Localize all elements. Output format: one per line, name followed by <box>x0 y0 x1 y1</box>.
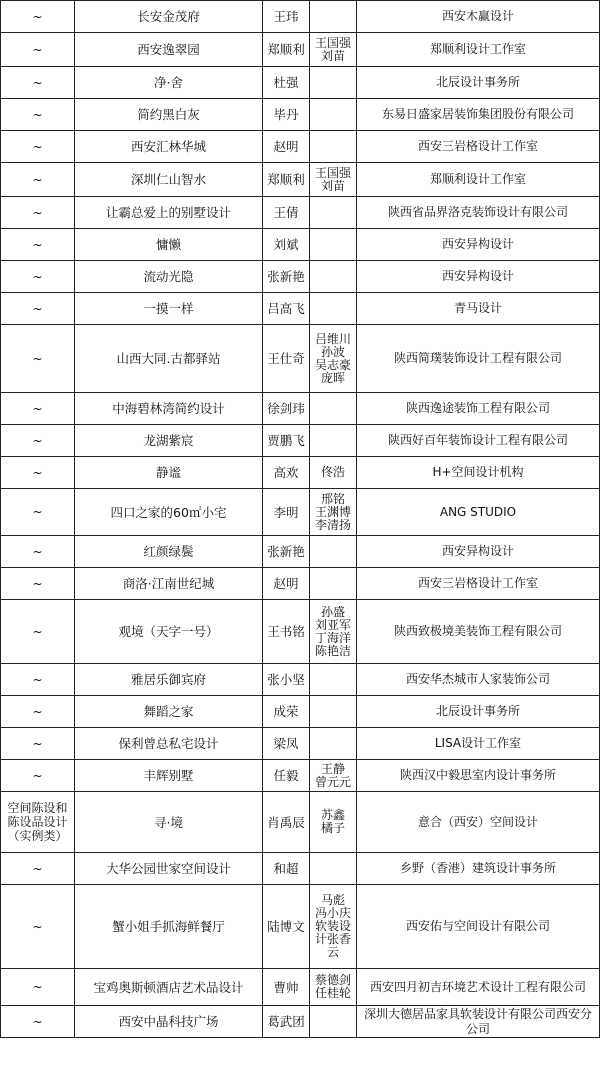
team-members-cell <box>310 696 357 728</box>
table-row <box>1 1 600 33</box>
team-members-cell: 王国强 刘苗 <box>310 163 357 197</box>
category-cell: ~ <box>1 67 75 99</box>
project-name-cell: 慵懒 <box>75 229 263 261</box>
table-row <box>1 792 600 853</box>
project-name-cell: 大华公园世家空间设计 <box>75 853 263 885</box>
table-row <box>1 99 600 131</box>
designer-cell: 郑顺利 <box>263 33 310 67</box>
project-name-cell: 雅居乐御宾府 <box>75 664 263 696</box>
category-cell: ~ <box>1 536 75 568</box>
designer-cell: 吕高飞 <box>263 293 310 325</box>
team-members-cell <box>310 67 357 99</box>
table-row <box>1 489 600 536</box>
designer-cell: 郑顺利 <box>263 163 310 197</box>
table-row <box>1 1006 600 1038</box>
table-row <box>1 600 600 664</box>
project-name-cell: 静谧 <box>75 457 263 489</box>
table-row <box>1 885 600 969</box>
team-members-cell <box>310 664 357 696</box>
organization-cell: 意合（西安）空间设计 <box>357 792 600 853</box>
table-row <box>1 760 600 792</box>
table-row <box>1 393 600 425</box>
project-name-cell: 舞蹈之家 <box>75 696 263 728</box>
table-row <box>1 163 600 197</box>
designer-cell: 和超 <box>263 853 310 885</box>
category-cell: ~ <box>1 425 75 457</box>
designer-cell: 张小坚 <box>263 664 310 696</box>
project-name-cell: 保利曾总私宅设计 <box>75 728 263 760</box>
designer-cell: 赵明 <box>263 131 310 163</box>
organization-cell: 西安佑与空间设计有限公司 <box>357 885 600 969</box>
team-members-cell <box>310 1006 357 1038</box>
team-members-cell <box>310 293 357 325</box>
project-name-cell: 简约黑白灰 <box>75 99 263 131</box>
category-cell: ~ <box>1 33 75 67</box>
category-cell: ~ <box>1 99 75 131</box>
designer-cell: 贾鹏飞 <box>263 425 310 457</box>
project-name-cell: 丰辉别墅 <box>75 760 263 792</box>
designer-cell: 李明 <box>263 489 310 536</box>
category-cell: ~ <box>1 568 75 600</box>
table-row <box>1 696 600 728</box>
category-cell: ~ <box>1 393 75 425</box>
project-name-cell: 红颜绿鬓 <box>75 536 263 568</box>
category-cell: ~ <box>1 229 75 261</box>
table-row <box>1 293 600 325</box>
organization-cell: 深圳大德居品家具软装设计有限公司西安分公司 <box>357 1006 600 1038</box>
project-name-cell: 流动光隐 <box>75 261 263 293</box>
organization-cell: 青马设计 <box>357 293 600 325</box>
team-members-cell <box>310 99 357 131</box>
designer-cell: 赵明 <box>263 568 310 600</box>
team-members-cell: 王静 曾元元 <box>310 760 357 792</box>
team-members-cell: 蔡德剑 任桂轮 <box>310 969 357 1006</box>
designer-cell: 肖禹辰 <box>263 792 310 853</box>
team-members-cell: 孙盛 刘亚军 丁海洋 陈艳洁 <box>310 600 357 664</box>
table-row <box>1 33 600 67</box>
category-cell: ~ <box>1 664 75 696</box>
team-members-cell: 马彪 冯小庆 软装设 计张香 云 <box>310 885 357 969</box>
project-name-cell: 西安中晶科技广场 <box>75 1006 263 1038</box>
organization-cell: 郑顺利设计工作室 <box>357 33 600 67</box>
team-members-cell <box>310 568 357 600</box>
award-rows <box>1 1 600 1038</box>
team-members-cell <box>310 728 357 760</box>
organization-cell: 乡野（香港）建筑设计事务所 <box>357 853 600 885</box>
organization-cell: 西安三岩格设计工作室 <box>357 131 600 163</box>
project-name-cell: 一摸一样 <box>75 293 263 325</box>
table-row <box>1 568 600 600</box>
team-members-cell <box>310 853 357 885</box>
project-name-cell: 龙湖紫宸 <box>75 425 263 457</box>
team-members-cell: 吕维川 孙波 吴志豪 庞晖 <box>310 325 357 393</box>
organization-cell: 东易日盛家居装饰集团股份有限公司 <box>357 99 600 131</box>
table-row <box>1 67 600 99</box>
project-name-cell: 西安逸翠园 <box>75 33 263 67</box>
designer-cell: 陆博文 <box>263 885 310 969</box>
organization-cell: 陕西好百年装饰设计工程有限公司 <box>357 425 600 457</box>
organization-cell: 陕西省品界洛克装饰设计有限公司 <box>357 197 600 229</box>
organization-cell: 西安四月初吉环境艺术设计工程有限公司 <box>357 969 600 1006</box>
designer-cell: 高欢 <box>263 457 310 489</box>
table-row <box>1 131 600 163</box>
team-members-cell <box>310 229 357 261</box>
team-members-cell: 佟浩 <box>310 457 357 489</box>
team-members-cell: 苏鑫 橘子 <box>310 792 357 853</box>
team-members-cell <box>310 131 357 163</box>
project-name-cell: 山西大同.古都驿站 <box>75 325 263 393</box>
team-members-cell: 邢铭 王渊博 李清扬 <box>310 489 357 536</box>
project-name-cell: 中海碧林湾简约设计 <box>75 393 263 425</box>
designer-cell: 王仕奇 <box>263 325 310 393</box>
designer-cell: 毕丹 <box>263 99 310 131</box>
category-cell: ~ <box>1 457 75 489</box>
organization-cell: 西安木赢设计 <box>357 1 600 33</box>
table-row <box>1 425 600 457</box>
designer-cell: 王玮 <box>263 1 310 33</box>
category-cell: ~ <box>1 197 75 229</box>
designer-cell: 张新艳 <box>263 536 310 568</box>
category-cell: ~ <box>1 728 75 760</box>
project-name-cell: 商洛·江南世纪城 <box>75 568 263 600</box>
project-name-cell: 净·舍 <box>75 67 263 99</box>
organization-cell: ANG STUDIO <box>357 489 600 536</box>
table-row <box>1 536 600 568</box>
table-row <box>1 728 600 760</box>
designer-cell: 梁凤 <box>263 728 310 760</box>
category-cell: ~ <box>1 853 75 885</box>
project-name-cell: 四口之家的60㎡小宅 <box>75 489 263 536</box>
organization-cell: 西安异构设计 <box>357 261 600 293</box>
category-cell: ~ <box>1 489 75 536</box>
designer-cell: 曹帅 <box>263 969 310 1006</box>
category-cell: 空间陈设和 陈设品设计 （实例类） <box>1 792 75 853</box>
organization-cell: 西安三岩格设计工作室 <box>357 568 600 600</box>
category-cell: ~ <box>1 1 75 33</box>
organization-cell: 西安异构设计 <box>357 536 600 568</box>
category-cell: ~ <box>1 1006 75 1038</box>
team-members-cell <box>310 536 357 568</box>
category-cell: ~ <box>1 261 75 293</box>
organization-cell: LISA设计工作室 <box>357 728 600 760</box>
project-name-cell: 宝鸡奥斯顿酒店艺术品设计 <box>75 969 263 1006</box>
organization-cell: 陕西简璞装饰设计工程有限公司 <box>357 325 600 393</box>
team-members-cell <box>310 1 357 33</box>
table-row <box>1 457 600 489</box>
project-name-cell: 观境（天字一号） <box>75 600 263 664</box>
organization-cell: 北辰设计事务所 <box>357 696 600 728</box>
category-cell: ~ <box>1 885 75 969</box>
table-row <box>1 229 600 261</box>
designer-cell: 王倩 <box>263 197 310 229</box>
category-cell: ~ <box>1 163 75 197</box>
organization-cell: 西安华杰城市人家装饰公司 <box>357 664 600 696</box>
table-row <box>1 261 600 293</box>
table-row <box>1 197 600 229</box>
category-cell: ~ <box>1 293 75 325</box>
designer-cell: 成荣 <box>263 696 310 728</box>
project-name-cell: 深圳仁山智水 <box>75 163 263 197</box>
category-cell: ~ <box>1 325 75 393</box>
category-cell: ~ <box>1 969 75 1006</box>
category-cell: ~ <box>1 131 75 163</box>
category-cell: ~ <box>1 696 75 728</box>
designer-cell: 王书铭 <box>263 600 310 664</box>
table-row <box>1 853 600 885</box>
team-members-cell <box>310 197 357 229</box>
team-members-cell <box>310 425 357 457</box>
designer-cell: 任毅 <box>263 760 310 792</box>
organization-cell: 西安异构设计 <box>357 229 600 261</box>
category-cell: ~ <box>1 600 75 664</box>
table-row <box>1 969 600 1006</box>
project-name-cell: 西安汇林华城 <box>75 131 263 163</box>
designer-cell: 刘斌 <box>263 229 310 261</box>
organization-cell: 郑顺利设计工作室 <box>357 163 600 197</box>
organization-cell: 北辰设计事务所 <box>357 67 600 99</box>
designer-cell: 葛武团 <box>263 1006 310 1038</box>
category-cell: ~ <box>1 760 75 792</box>
organization-cell: 陕西致极境美装饰工程有限公司 <box>357 600 600 664</box>
team-members-cell <box>310 261 357 293</box>
project-name-cell: 蟹小姐手抓海鲜餐厅 <box>75 885 263 969</box>
designer-cell: 杜强 <box>263 67 310 99</box>
table-row <box>1 664 600 696</box>
table-row <box>1 325 600 393</box>
team-members-cell <box>310 393 357 425</box>
organization-cell: H+空间设计机构 <box>357 457 600 489</box>
designer-cell: 徐剑玮 <box>263 393 310 425</box>
team-members-cell: 王国强 刘苗 <box>310 33 357 67</box>
project-name-cell: 让霸总爱上的别墅设计 <box>75 197 263 229</box>
organization-cell: 陕西汉中毅思室内设计事务所 <box>357 760 600 792</box>
designer-cell: 张新艳 <box>263 261 310 293</box>
organization-cell: 陕西逸途装饰工程有限公司 <box>357 393 600 425</box>
project-name-cell: 长安金茂府 <box>75 1 263 33</box>
project-name-cell: 寻·境 <box>75 792 263 853</box>
